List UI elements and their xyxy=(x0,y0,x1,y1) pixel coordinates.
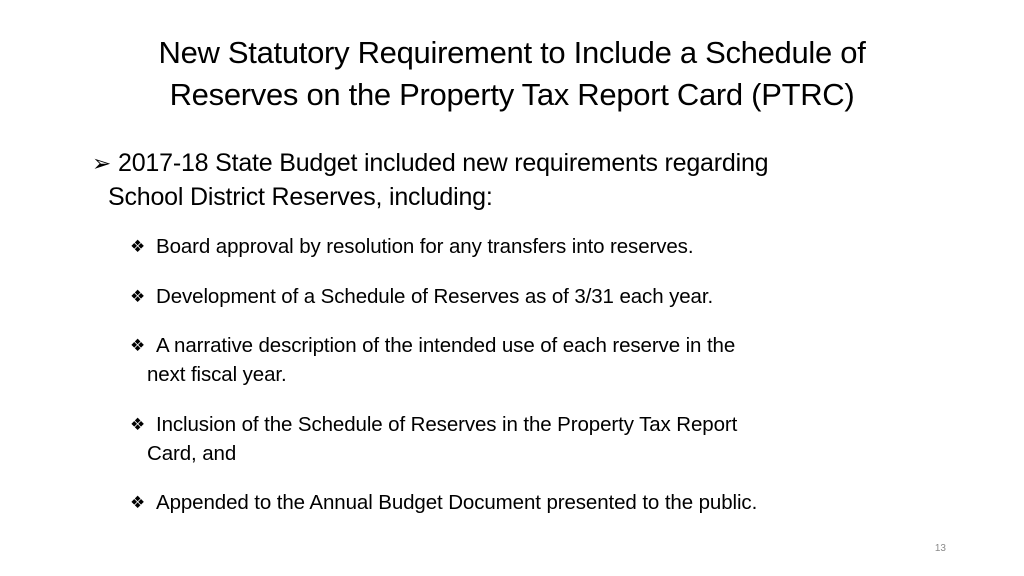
slide-title-line-1: New Statutory Requirement to Include a Schedule of xyxy=(158,35,866,70)
sub-bullet-line-1: Development of a Schedule of Reserves as of 3/31 each year. xyxy=(156,285,714,308)
sub-bullet-item xyxy=(130,488,950,517)
sub-bullet-item xyxy=(130,410,950,468)
sub-bullet-item xyxy=(130,282,950,311)
arrow-bullet-icon: ➢ xyxy=(92,150,112,176)
sub-bullet-line-2: next fiscal year. xyxy=(147,363,287,386)
slide-title-line-2: Reserves on the Property Tax Report Card (PTRC) xyxy=(169,77,855,112)
sub-bullet-line-1: Inclusion of the Schedule of Reserves in the Property Tax Report xyxy=(156,413,738,436)
sub-bullet-line-1: Board approval by resolution for any transfers into reserves. xyxy=(156,235,694,258)
main-bullet xyxy=(92,146,952,214)
diamond-bullet-icon: ❖ xyxy=(130,336,146,355)
sub-bullet-item xyxy=(130,331,950,389)
slide-title xyxy=(60,32,964,116)
sub-bullet-line-1: A narrative description of the intended use of each reserve in the xyxy=(156,334,736,357)
diamond-bullet-icon: ❖ xyxy=(130,287,146,306)
sub-bullet-line-1: Appended to the Annual Budget Document presented to the public. xyxy=(156,491,758,514)
main-bullet-line-2: School District Reserves, including: xyxy=(108,183,493,211)
main-bullet-line-1: 2017-18 State Budget included new requirements regarding xyxy=(118,149,769,177)
diamond-bullet-icon: ❖ xyxy=(130,415,146,434)
sub-bullet-line-2: Card, and xyxy=(147,442,237,465)
diamond-bullet-icon: ❖ xyxy=(130,237,146,256)
sub-bullet-item xyxy=(130,232,950,261)
diamond-bullet-icon: ❖ xyxy=(130,493,146,512)
page-number: 13 xyxy=(934,543,946,554)
